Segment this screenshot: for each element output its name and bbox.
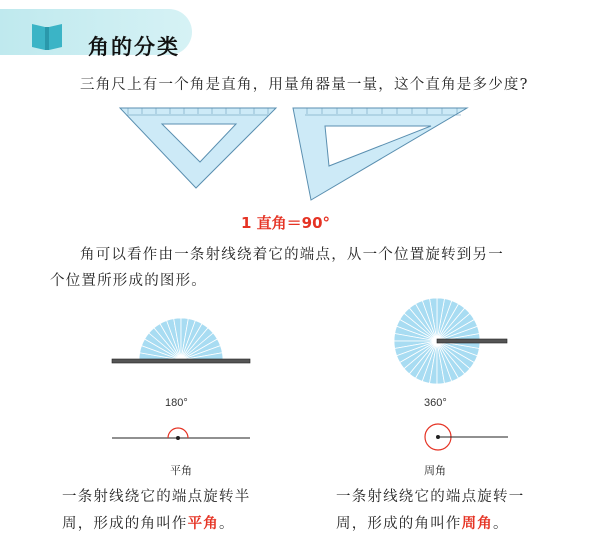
round-angle-name: 周角 xyxy=(424,464,446,477)
round-angle-term: 周角 xyxy=(461,515,494,532)
half-turn-fan-figure xyxy=(110,316,252,366)
straight-angle-term: 平角 xyxy=(187,515,220,532)
ray-bar xyxy=(112,359,250,363)
section-title: 角的分类 xyxy=(88,35,180,59)
ray-bar xyxy=(437,339,507,343)
question-text: 三角尺上有一个角是直角，用量角器量一量，这个直角是多少度? xyxy=(80,77,529,93)
straight-angle-caption-line-2: 周，形成的角叫作平角。 xyxy=(62,515,235,532)
definition-line-1: 角可以看作由一条射线绕着它的端点，从一个位置旋转到另一 xyxy=(80,247,504,263)
full-turn-fan-figure xyxy=(392,296,510,386)
set-square-left xyxy=(118,106,278,190)
round-angle-diagram xyxy=(420,420,510,454)
straight-angle-diagram xyxy=(110,424,252,446)
round-angle-caption-line-1: 一条射线绕它的端点旋转一 xyxy=(336,489,525,505)
section-header xyxy=(0,9,192,59)
right-angle-formula: 1 直角＝90° xyxy=(241,214,331,232)
straight-angle-name: 平角 xyxy=(170,464,192,477)
open-book-icon xyxy=(30,21,64,51)
round-angle-caption-line-2: 周，形成的角叫作周角。 xyxy=(336,515,509,532)
round-angle-degree: 360° xyxy=(424,397,447,409)
definition-line-2: 个位置所形成的图形。 xyxy=(50,273,207,289)
straight-angle-caption-line-1: 一条射线绕它的端点旋转半 xyxy=(62,489,251,505)
set-square-right xyxy=(291,106,469,202)
straight-angle-degree: 180° xyxy=(165,397,188,409)
